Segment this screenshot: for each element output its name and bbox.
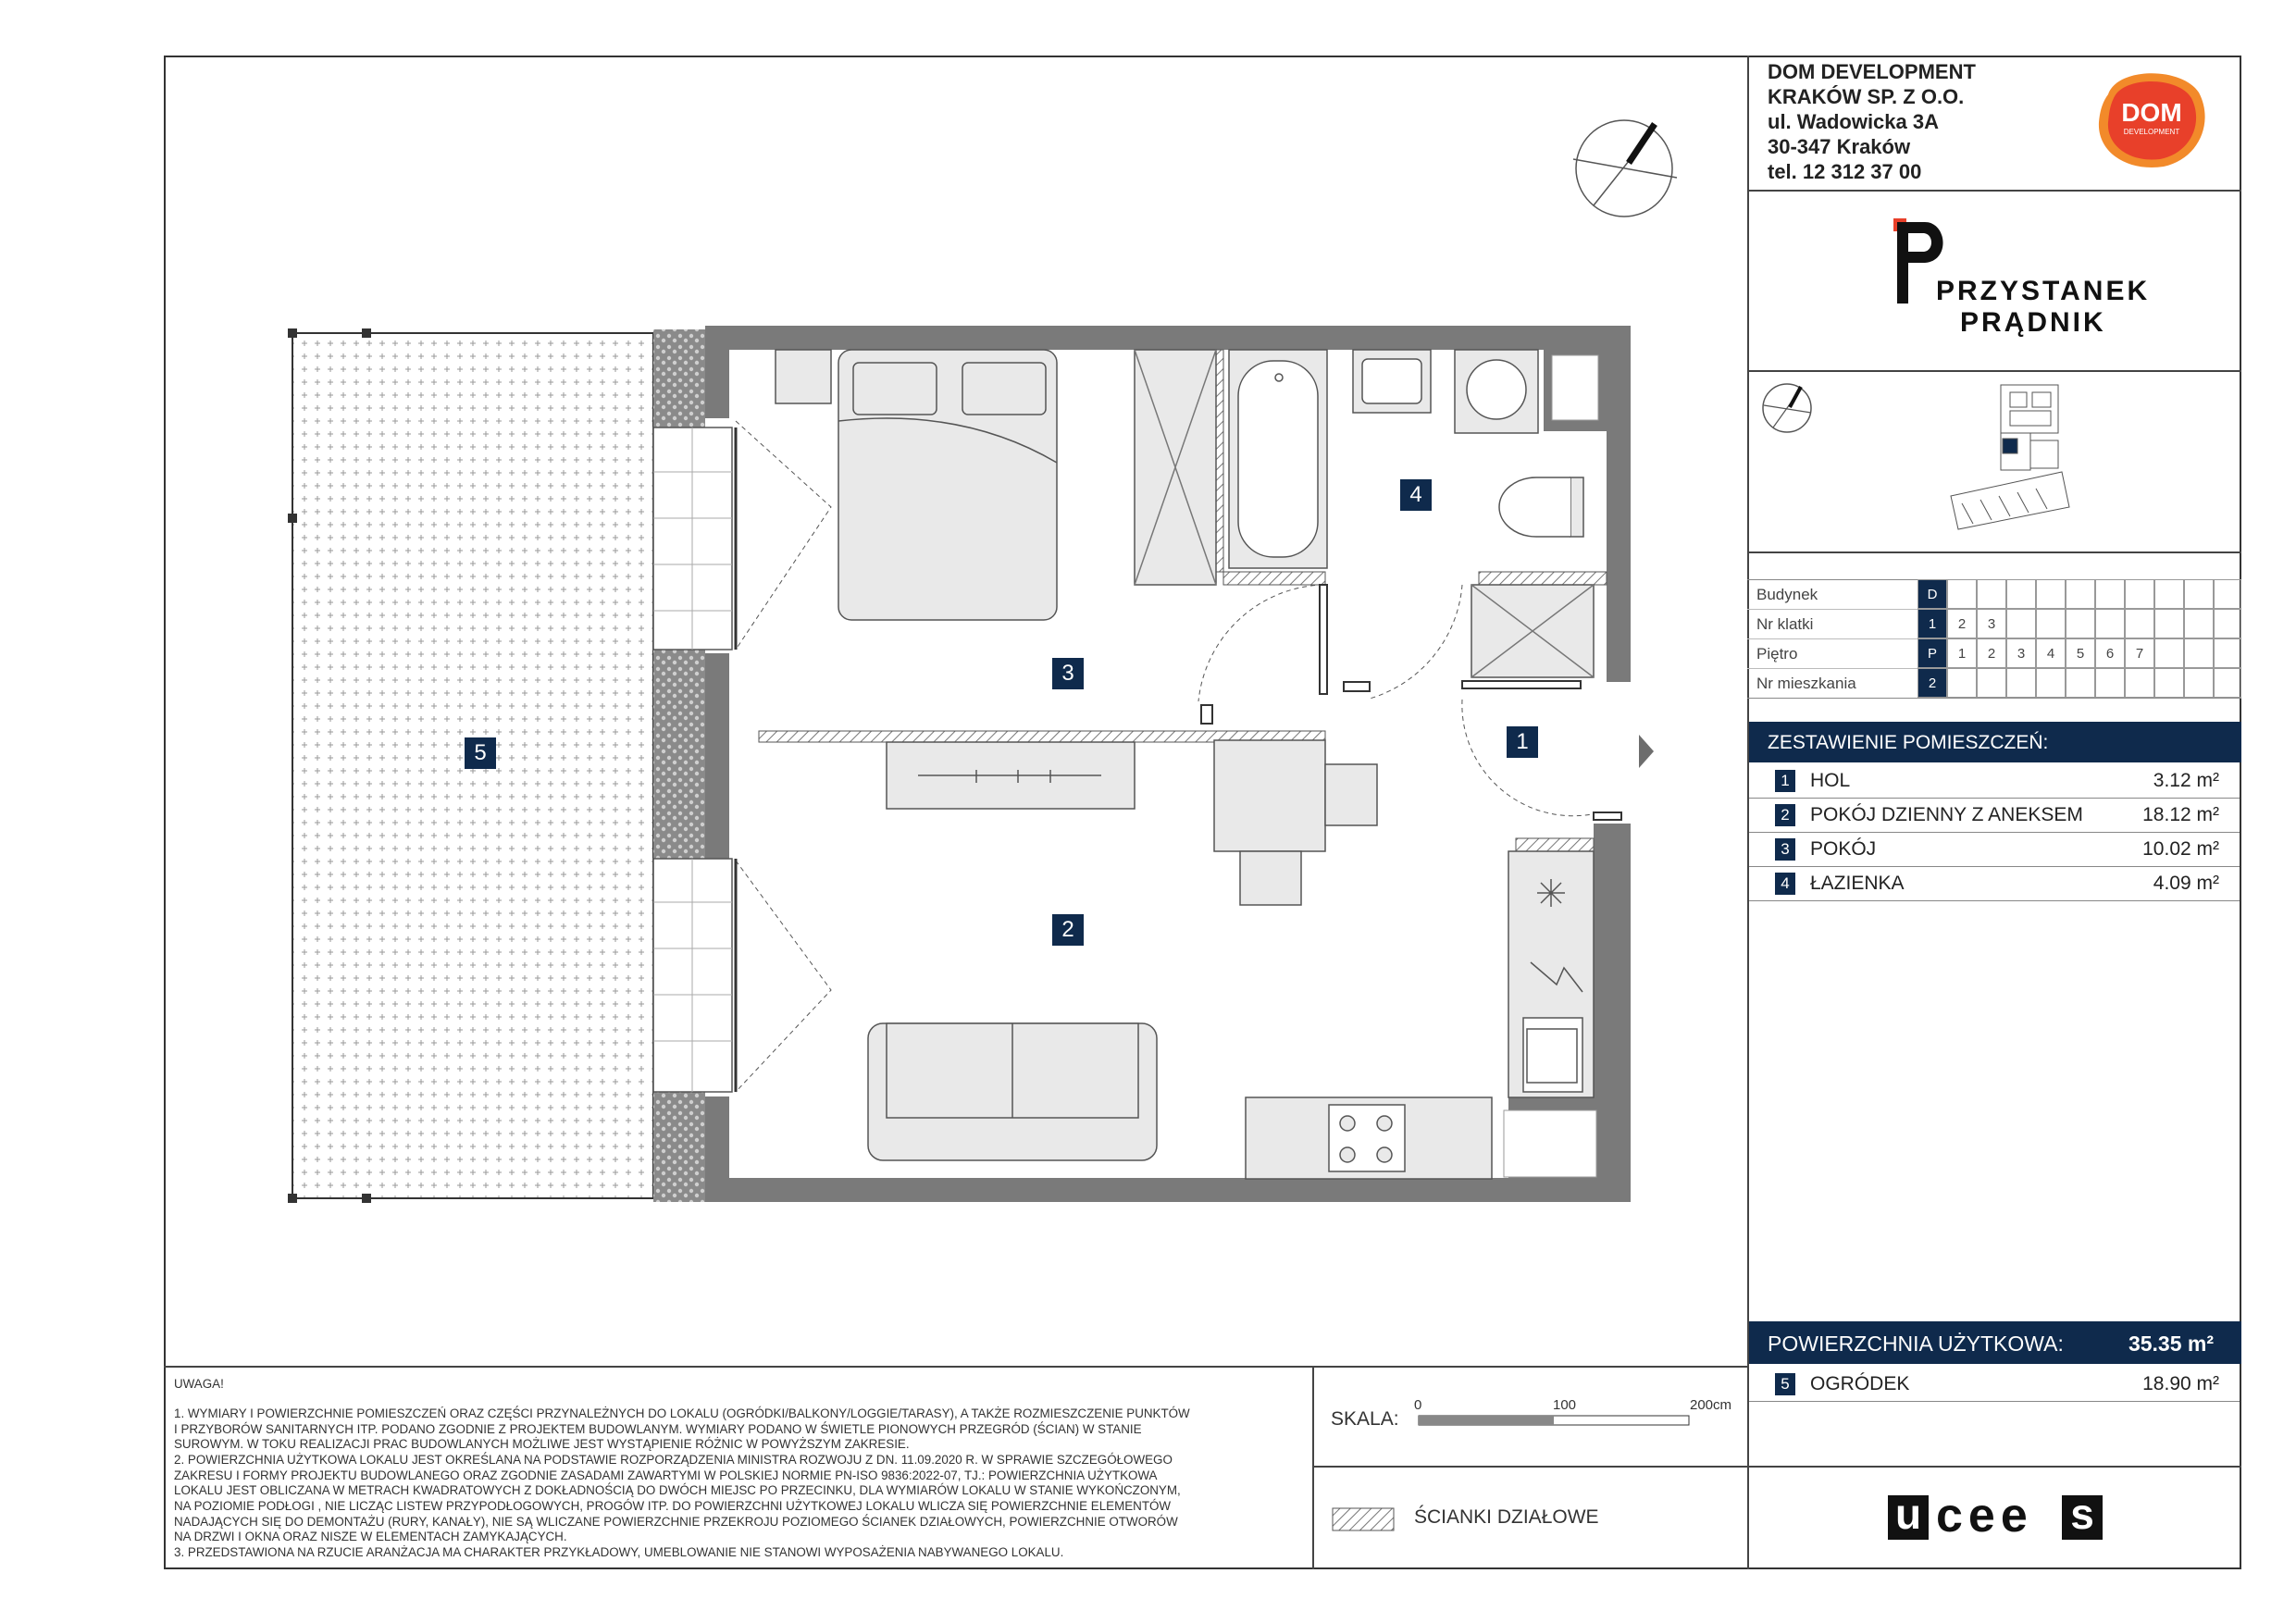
notes-line: NADAJĄCYCH SIĘ DO DEMONTAŻU (RURY, KANAŁY), NIE SĄ WLICZANE POWIERZCHNIE PRZEKROJU POZIOMEGO ŚCIANEK DZIAŁOWYCH, POWIERZCHNIE OTWORÓW — [174, 1515, 1178, 1529]
divider — [164, 1366, 1749, 1368]
table-cell: 2 — [1977, 638, 2006, 668]
table-cell — [2184, 579, 2214, 609]
plan-label-room-1: 1 — [1507, 726, 1538, 758]
table-cell — [2214, 638, 2241, 668]
usable-area-label: POWIERZCHNIA UŻYTKOWA: — [1768, 1332, 2064, 1356]
table-cell — [2125, 668, 2154, 698]
table-cell — [2036, 668, 2066, 698]
table-cell: 1 — [1947, 638, 1977, 668]
table-label-budynek: Budynek — [1756, 586, 1818, 603]
room-num: 1 — [1775, 770, 1795, 792]
notes-line: NA DRZWI I OKNA ORAZ NISZE W ELEMENTACH ZAMYKAJĄCYCH. — [174, 1530, 567, 1543]
room-name: POKÓJ DZIENNY Z ANEKSEM — [1810, 804, 2083, 825]
notes-line: 1. WYMIARY I POWIERZCHNIE POMIESZCZEŃ ORAZ CZĘŚCI PRZYNALEŻNYCH DO LOKALU (OGRÓDKI/BALKONY/LOGGIE/TARASY), A TAKŻE ROZMIESZCZENIE PUNKTÓW — [174, 1406, 1190, 1420]
table-cell — [1947, 579, 1977, 609]
logo-subtext: DEVELOPMENT — [2123, 128, 2180, 136]
table-cell — [2095, 579, 2125, 609]
table-cell — [2095, 668, 2125, 698]
room-name: ŁAZIENKA — [1810, 873, 1905, 894]
room-num: 2 — [1775, 804, 1795, 826]
bedroom-furniture — [776, 350, 1216, 620]
table-cell — [2184, 668, 2214, 698]
notes-line: LOKALU JEST OBLICZANA W METRACH KWADRATOWYCH Z DOKŁADNOŚCIĄ DO DWÓCH MIEJSC PO PRZECINKU, DLA WYMIARÓW LOKALU W STANIE WYKOŃCZONYM, — [174, 1483, 1181, 1497]
plan-label-room-5: 5 — [465, 737, 496, 769]
plan-label-room-4: 4 — [1400, 479, 1432, 511]
usable-area-bar — [1749, 1321, 2241, 1364]
scale-tick: 0 — [1414, 1397, 1422, 1413]
room-area: 4.09 m² — [2153, 873, 2219, 894]
scale-tick: 100 — [1553, 1397, 1577, 1413]
notes-line: SUROWYM. W TOKU REALIZACJI PRAC BUDOWLANYCH MOŻLIWE JEST WYSTĄPIENIE RÓŻNIC W POWYŻSZYM ZAKRESIE. — [174, 1437, 910, 1451]
room-row-pokoj — [1749, 833, 2240, 867]
notes-line: 3. PRZEDSTAWIONA NA RZUCIE ARANŻACJA MA CHARAKTER PRZYKŁADOWY, UMEBLOWANIE NIE STANOWI WYPOSAŻENIA NABYWANEGO LOKALU. — [174, 1545, 1064, 1559]
rooms-summary-header — [1749, 722, 2241, 762]
company-name-2: KRAKÓW SP. Z O.O. — [1768, 85, 1965, 108]
table-cell — [2154, 668, 2184, 698]
project-name-line2: PRĄDNIK — [1960, 307, 2106, 338]
room-num: 5 — [1775, 1373, 1795, 1395]
table-cell: 4 — [2036, 638, 2066, 668]
key-plan — [1951, 385, 2069, 529]
room-area: 18.12 m² — [2142, 804, 2219, 825]
north-arrow-icon — [1573, 120, 1677, 217]
table-cell — [2036, 609, 2066, 638]
table-cell — [2154, 609, 2184, 638]
scale-label: SKALA: — [1331, 1408, 1399, 1430]
divider — [1747, 551, 2241, 553]
table-cell — [2006, 579, 2036, 609]
room-row-lazienka — [1749, 867, 2240, 901]
bathroom-fixtures — [1229, 350, 1594, 677]
usable-area-value: 35.35 m² — [2128, 1332, 2214, 1356]
room-area: 3.12 m² — [2153, 770, 2219, 791]
entrance-arrow — [1639, 735, 1654, 768]
table-cell — [2006, 668, 2036, 698]
table-cell: 7 — [2125, 638, 2154, 668]
dom-development-logo — [2090, 67, 2210, 170]
room-name: OGRÓDEK — [1810, 1373, 1910, 1394]
plan-label-room-2: 2 — [1052, 914, 1084, 946]
company-address: ul. Wadowicka 3A — [1768, 110, 1940, 133]
living-furniture — [868, 740, 1594, 1179]
table-label-mieszkanie: Nr mieszkania — [1756, 675, 1856, 692]
notes-title: UWAGA! — [174, 1377, 224, 1391]
table-cell — [2125, 609, 2154, 638]
table-cell — [2184, 638, 2214, 668]
info-table — [1747, 579, 2241, 700]
table-cell: 3 — [2006, 638, 2036, 668]
scale-tick: 200cm — [1690, 1397, 1732, 1413]
table-cell — [2214, 668, 2241, 698]
table-cell — [1977, 668, 2006, 698]
table-cell: 1 — [1917, 609, 1947, 638]
table-cell — [2154, 579, 2184, 609]
table-label-pietro: Piętro — [1756, 645, 1798, 663]
room-area: 18.90 m² — [2142, 1373, 2219, 1394]
room-name: HOL — [1810, 770, 1851, 791]
table-cell — [2006, 609, 2036, 638]
notes-line: NA POZIOMIE PODŁOGI , NIE LICZĄC LISTEW PRZYPODŁOGOWYCH, PROGÓW ITP. DO POWIERZCHNI UŻYTKOWEJ LOKALU WLICZA SIĘ POWIERZCHNIE ELEMENTÓW — [174, 1499, 1172, 1513]
table-cell — [2066, 579, 2095, 609]
table-cell: 2 — [1917, 668, 1947, 698]
scale-bar — [1419, 1416, 1689, 1425]
table-cell — [2184, 609, 2214, 638]
room-row-hol — [1749, 764, 2240, 799]
table-cell: 3 — [1977, 609, 2006, 638]
table-label-klatka: Nr klatki — [1756, 615, 1814, 633]
table-cell — [2154, 638, 2184, 668]
table-cell — [1977, 579, 2006, 609]
company-name: DOM DEVELOPMENT — [1768, 60, 1976, 83]
room-name: POKÓJ — [1810, 838, 1877, 860]
company-city: 30-347 Kraków — [1768, 135, 1911, 158]
table-cell — [2066, 668, 2095, 698]
table-cell: 5 — [2066, 638, 2095, 668]
legend-partition-walls: ŚCIANKI DZIAŁOWE — [1414, 1506, 1599, 1528]
table-cell: 2 — [1947, 609, 1977, 638]
table-cell — [2066, 609, 2095, 638]
project-name-line1: PRZYSTANEK — [1936, 276, 2151, 306]
divider — [1747, 370, 2241, 372]
room-area: 10.02 m² — [2142, 838, 2219, 860]
divider — [1747, 190, 2241, 192]
table-cell — [2095, 609, 2125, 638]
notes-line: I PRZYBORÓW SANITARNYCH ITP. PODANO ZGODNIE Z PROJEKTEM BUDOWLANYM. WYMIARY PODANO W ŚWIETLE PIONOWYCH PRZEGRÓD (ŚCIAN) W STANIE — [174, 1422, 1142, 1436]
divider — [1312, 1466, 2241, 1468]
north-arrow-small-icon — [1763, 384, 1811, 432]
plan-label-room-3: 3 — [1052, 658, 1084, 689]
table-cell: D — [1917, 579, 1947, 609]
room-row-living — [1749, 799, 2240, 833]
table-cell — [2214, 609, 2241, 638]
project-logo — [1893, 218, 2151, 339]
company-block — [1768, 59, 1976, 184]
partition-legend-swatch — [1333, 1508, 1394, 1530]
table-cell: P — [1917, 638, 1947, 668]
logo-text: DOM — [2121, 98, 2182, 127]
notes-line: ZAKRESU I FORMY PROJEKTU BUDOWLANEGO ORAZ ZGODNIE ZASADAMI ZAWARTYMI W POLSKIEJ NORMIE PN-ISO 9836:2022-07, TJ.: POWIERZCHNIA UŻYTKOWA — [174, 1468, 1158, 1482]
rooms-summary-title: ZESTAWIENIE POMIESZCZEŃ: — [1768, 732, 2049, 753]
divider — [1312, 1366, 1314, 1569]
table-cell — [2214, 579, 2241, 609]
room-num: 3 — [1775, 838, 1795, 861]
notes-line: 2. POWIERZCHNIA UŻYTKOWA LOKALU JEST OKREŚLANA NA PODSTAWIE ROZPORZĄDZENIA MINISTRA ROZWOJU Z DN. 11.09.2020 R. W SPRAWIE SZCZEGÓŁOWEGO — [174, 1453, 1173, 1467]
company-phone: tel. 12 312 37 00 — [1768, 160, 1922, 183]
table-cell: 6 — [2095, 638, 2125, 668]
room-row-ogrodek — [1749, 1368, 2240, 1402]
table-cell — [1947, 668, 1977, 698]
table-cell — [2125, 579, 2154, 609]
table-cell — [2036, 579, 2066, 609]
room-num: 4 — [1775, 873, 1795, 895]
